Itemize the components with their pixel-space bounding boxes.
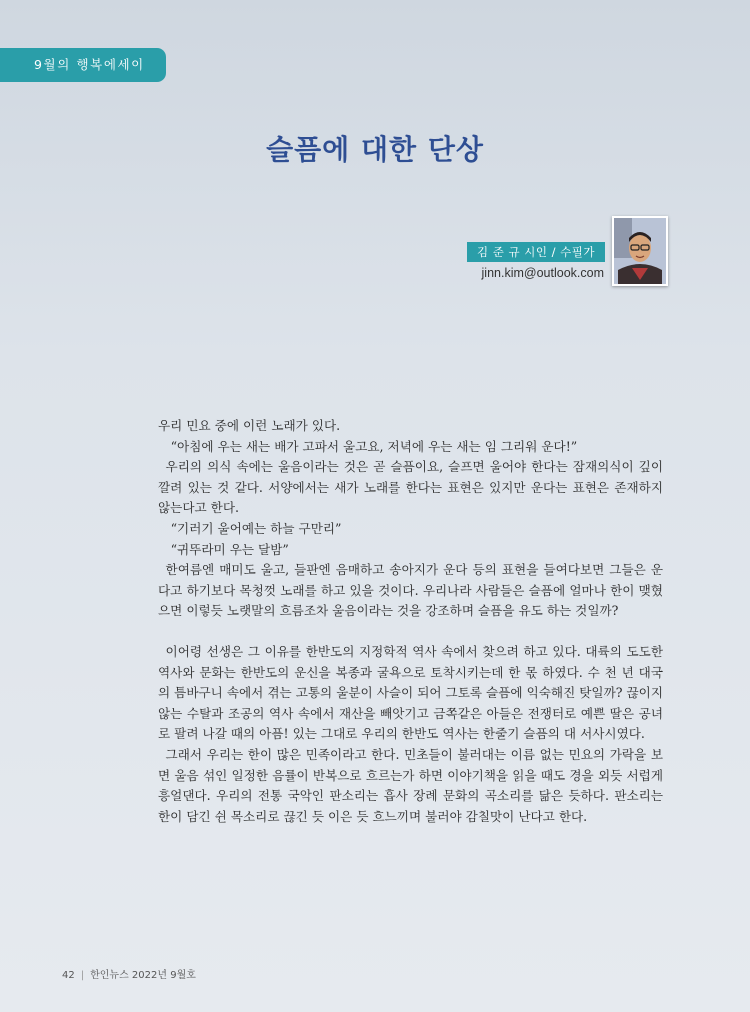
publication-name: 한인뉴스 2022년 9월호	[90, 970, 196, 981]
paragraph: 한여름엔 매미도 울고, 들판엔 음매하고 송아지가 운다 등의 표현을 들여다보면 그들은 운다고 하기보다 목청껏 노래를 하고 있을 것이다. 우리나라 사람들은 슬픔에 얼마나 한이 맺혔으면 이렇듯 노랫말의 흐름조차 울음이라는 것을 강조하며 슬픔을 유도 하는 것일까?	[158, 562, 663, 619]
paragraph: “귀뚜라미 우는 달밤”	[170, 541, 289, 557]
paragraph: 우리의 의식 속에는 울음이라는 것은 곧 슬픔이요, 슬프면 울어야 한다는 잠재의식이 깊이 깔려 있는 것 같다. 서양에서는 새가 노래를 한다는 표현은 있지만 운다는 표현은 존재하지 않는다고 한다.	[158, 459, 663, 516]
paragraph: “기러기 울어예는 하늘 구만리”	[170, 520, 342, 536]
paragraph: “아침에 우는 새는 배가 고파서 울고요, 저녁에 우는 새는 임 그리워 운다!”	[170, 438, 578, 454]
section-tab: 9월의 행복에세이	[0, 48, 166, 82]
footer-divider: |	[80, 970, 85, 981]
paragraph: 우리 민요 중에 이런 노래가 있다.	[158, 418, 341, 433]
author-name: 김 준 규 시인 / 수필가	[467, 242, 605, 262]
page-number: 42	[62, 970, 75, 981]
paragraph: 그래서 우리는 한이 많은 민족이라고 한다. 민초들이 불러대는 이름 없는 민요의 가락을 보면 울음 섞인 일정한 음률이 반복으로 흐르는가 하면 이야기책을 읽을 때도 경을 외듯 서럽게 흥얼댄다. 우리의 전통 국악인 판소리는 흡사 장례 문화의 곡소리를 닮은 듯하다. 판소리는 한이 담긴 쉰 목소리로 끊긴 듯 이은 듯 흐느끼며 불러야 감칠맛이 난다고 한다.	[158, 746, 663, 824]
author-photo	[612, 216, 668, 286]
article-title: 슬픔에 대한 단상	[266, 133, 484, 166]
article-body	[158, 416, 663, 827]
paragraph: 이어령 선생은 그 이유를 한반도의 지정학적 역사 속에서 찾으려 하고 있다. 대륙의 도도한 역사와 문화는 한반도의 운신을 복종과 굴욕으로 토착시키는데 한 몫 하였다. 수 천 년 대국의 틈바구니 속에서 겪는 고통의 울분이 사슬이 되어 그토록 슬픔에 익숙해진 탓일까? 끊이지 않는 수탈과 조공의 역사 속에서 재산을 빼앗기고 금쪽같은 아들은 전쟁터로 예쁜 딸은 공녀로 팔려 나갈 때의 아픔! 있는 그대로 우리의 한반도 역사는 한줄기 슬픔의 대 서사시였다.	[158, 643, 663, 742]
page-footer	[62, 966, 196, 981]
author-email: jinn.kim@outlook.com	[481, 266, 604, 280]
